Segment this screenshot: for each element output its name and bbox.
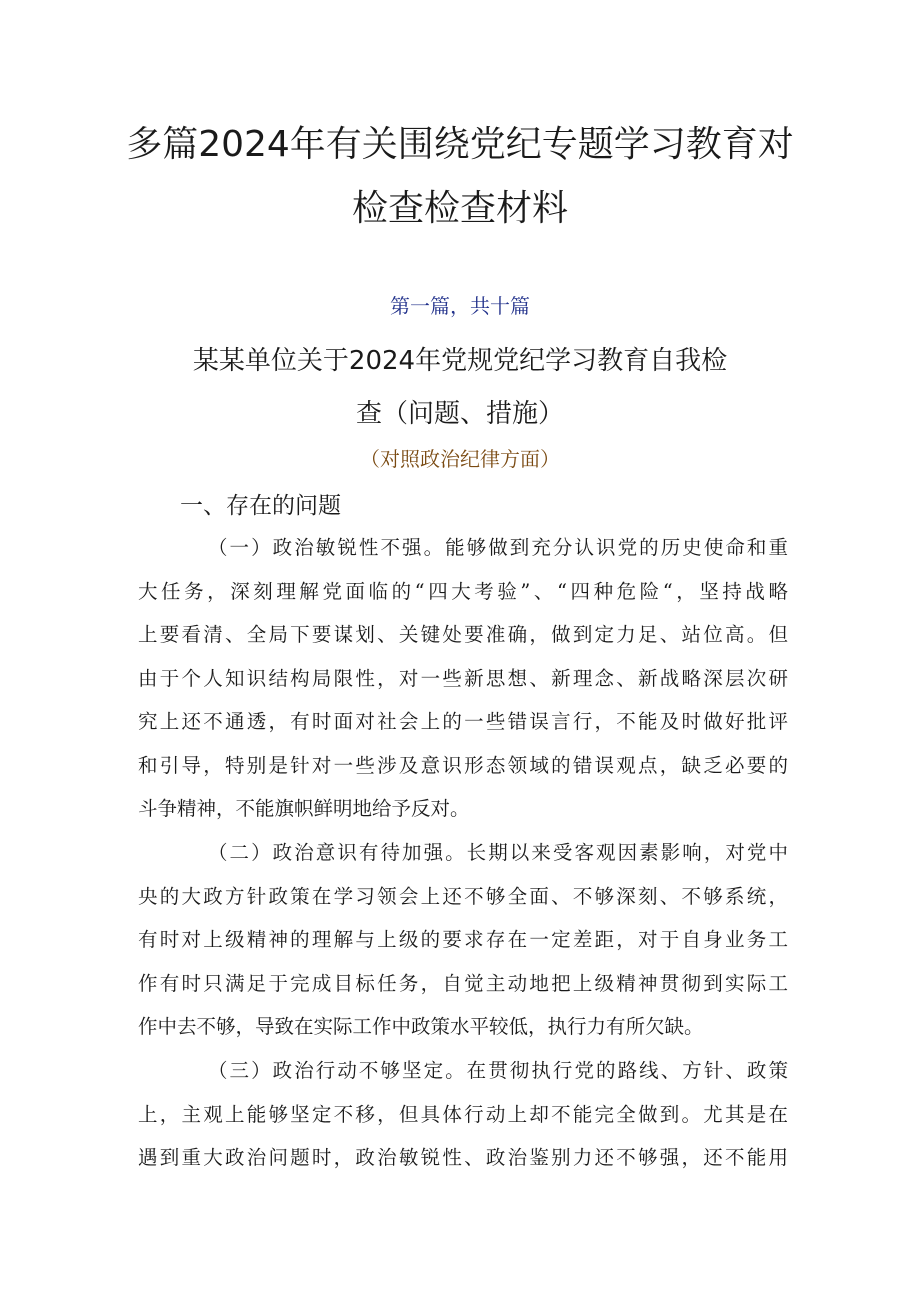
paragraph-line: 作有时只满足于完成目标任务，自觉主动地把上级精神贯彻到实际工 bbox=[138, 971, 788, 995]
paragraph-line: 由于个人知识结构局限性，对一些新思想、新理念、新战略深层次研 bbox=[138, 666, 788, 690]
part-label: 第一篇，共十篇 bbox=[390, 294, 530, 318]
paragraph-1 bbox=[138, 526, 788, 831]
subtitle-line-2: 查（问题、措施） bbox=[355, 399, 564, 429]
paragraph-line: 有时对上级精神的理解与上级的要求存在一定差距，对于自身业务工 bbox=[138, 928, 788, 951]
document-title-line-2: 检查检查材料 bbox=[351, 188, 568, 229]
paragraph-line: 上，主观上能够坚定不移，但具体行动上却不能完全做到。尤其是在 bbox=[138, 1102, 788, 1126]
paragraph-line: 和引导，特别是针对一些涉及意识形态领域的错误观点，缺乏必要的 bbox=[138, 753, 788, 777]
paragraph-line: 遇到重大政治问题时，政治敏锐性、政治鉴别力还不够强，还不能用 bbox=[138, 1146, 788, 1169]
paragraph-line: 上要看清、全局下要谋划、关键处要准确，做到定力足、站位高。但 bbox=[138, 623, 788, 646]
paragraph-3 bbox=[138, 1049, 788, 1180]
aspect-label: （对照政治纪律方面） bbox=[360, 447, 560, 471]
paragraph-line: （一）政治敏锐性不强。能够做到充分认识党的历史使命和重 bbox=[208, 536, 788, 559]
subtitle-line-1: 某某单位关于2024年党规党纪学习教育自我检 bbox=[192, 346, 728, 376]
paragraph-2 bbox=[138, 831, 788, 1049]
paragraph-line: 央的大政方针政策在学习领会上还不够全面、不够深刻、不够系统， bbox=[138, 884, 788, 908]
paragraph-line: 究上还不通透，有时面对社会上的一些错误言行，不能及时做好批评 bbox=[138, 710, 788, 733]
paragraph-line: 作中去不够，导致在实际工作中政策水平较低，执行力有所欠缺。 bbox=[138, 1015, 704, 1038]
section-heading: 一、存在的问题 bbox=[180, 493, 341, 519]
paragraph-line: 斗争精神，不能旗帜鲜明地给予反对。 bbox=[138, 797, 470, 820]
paragraph-line: 大任务，深刻理解党面临的“四大考验”、“四种危险“，坚持战略 bbox=[138, 579, 788, 603]
document-title-line-1: 多篇2024年有关围绕党纪专题学习教育对 bbox=[126, 124, 794, 165]
paragraph-line: （二）政治意识有待加强。长期以来受客观因素影响，对党中 bbox=[208, 841, 788, 864]
paragraph-line: （三）政治行动不够坚定。在贯彻执行党的路线、方针、政策 bbox=[208, 1059, 788, 1082]
